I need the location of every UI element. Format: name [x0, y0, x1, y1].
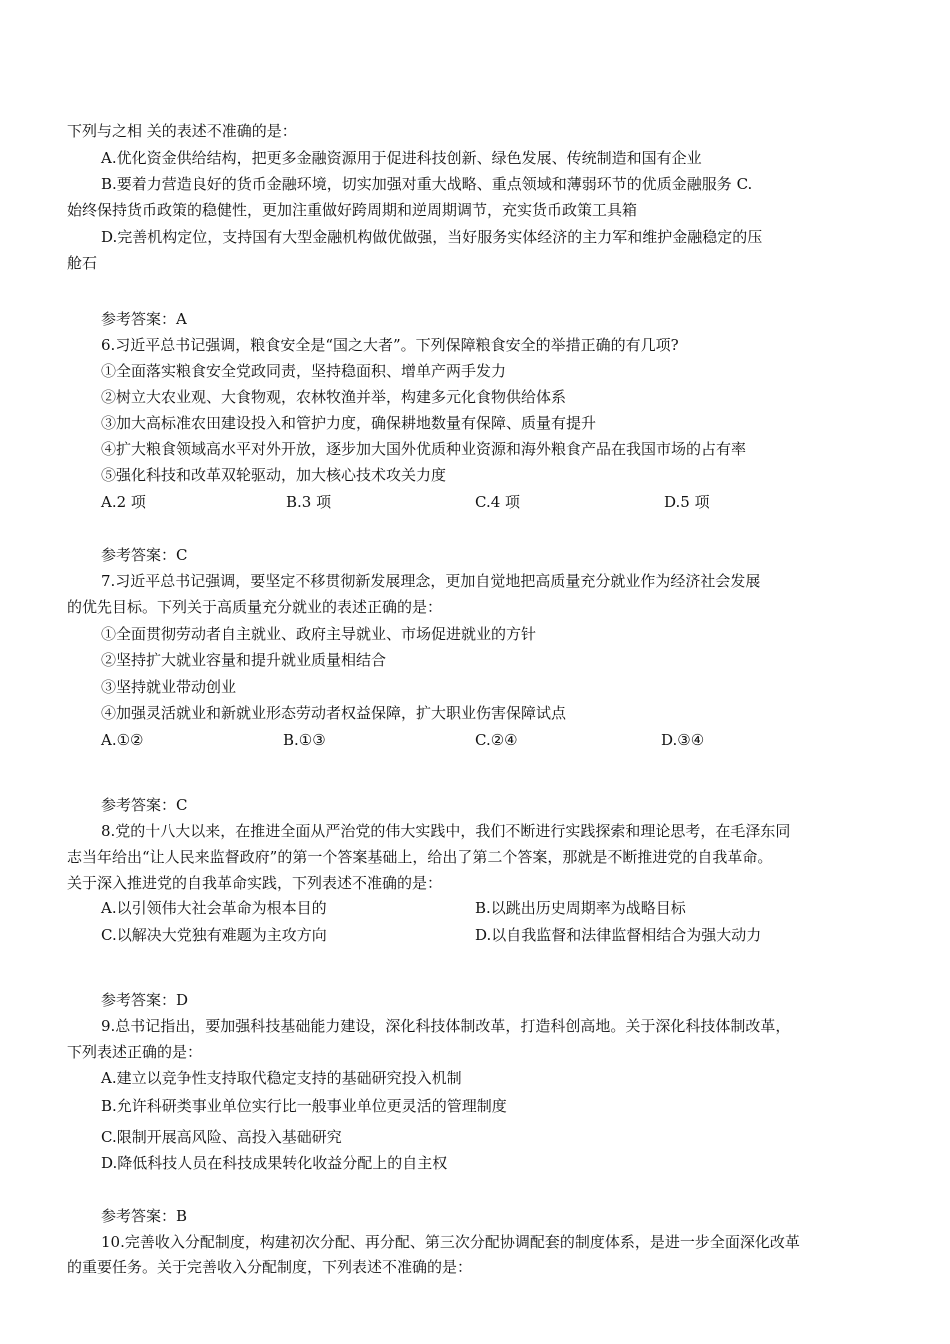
- q7-item-1: ①全面贯彻劳动者自主就业、政府主导就业、市场促进就业的方针: [101, 625, 537, 643]
- q6-item-1: ①全面落实粮食安全党政同责，坚持稳面积、增单产两手发力: [101, 362, 507, 380]
- q8-stem-cont-1: 志当年给出“让人民来监督政府”的第一个答案基础上，给出了第二个答案，那就是不断推进党的自我革命。: [67, 848, 773, 866]
- q6-answer: 参考答案：C: [101, 546, 188, 564]
- q10-stem-cont: 的重要任务。关于完善收入分配制度，下列表述不准确的是：: [67, 1258, 473, 1276]
- q9-option-b: B.允许科研类事业单位实行比一般事业单位更灵活的管理制度: [101, 1097, 507, 1115]
- q6-item-2: ②树立大农业观、大食物观，农林牧渔并举，构建多元化食物供给体系: [101, 388, 567, 406]
- q9-stem-cont: 下列表述正确的是：: [67, 1043, 203, 1061]
- q8-option-c: C.以解决大党独有难题为主攻方向: [101, 926, 327, 944]
- q6-option-b: B.3 项: [286, 493, 332, 511]
- q7-item-2: ②坚持扩大就业容量和提升就业质量相结合: [101, 651, 387, 669]
- q5-option-a: A.优化资金供给结构，把更多金融资源用于促进科技创新、绿色发展、传统制造和国有企业: [101, 149, 702, 167]
- q8-stem-cont-2: 关于深入推进党的自我革命实践，下列表述不准确的是：: [67, 874, 443, 892]
- q7-item-4: ④加强灵活就业和新就业形态劳动者权益保障，扩大职业伤害保障试点: [101, 704, 567, 722]
- q7-option-b: B.①③: [283, 731, 326, 749]
- q5-stem: 下列与之相 关的表述不准确的是：: [67, 122, 297, 140]
- q8-option-d: D.以自我监督和法律监督相结合为强大动力: [475, 926, 762, 944]
- q5-option-c: 始终保持货币政策的稳健性，更加注重做好跨周期和逆周期调节，充实货币政策工具箱: [67, 201, 638, 219]
- q5-option-b: B.要着力营造良好的货币金融环境，切实加强对重大战略、重点领域和薄弱环节的优质金融服务 C.: [101, 175, 753, 193]
- q9-answer: 参考答案：B: [101, 1207, 188, 1225]
- q7-option-d: D.③④: [661, 731, 705, 749]
- q6-stem: 6.习近平总书记强调，粮食安全是“国之大者”。下列保障粮食安全的举措正确的有几项?: [101, 336, 679, 354]
- q7-option-c: C.②④: [475, 731, 518, 749]
- q6-option-d: D.5 项: [664, 493, 710, 511]
- q10-stem: 10.完善收入分配制度，构建初次分配、再分配、第三次分配协调配套的制度体系，是进一步全面深化改革: [101, 1233, 800, 1251]
- q9-option-c: C.限制开展高风险、高投入基础研究: [101, 1128, 342, 1146]
- q8-option-a: A.以引领伟大社会革命为根本目的: [101, 899, 327, 917]
- q7-stem: 7.习近平总书记强调，要坚定不移贯彻新发展理念，更加自觉地把高质量充分就业作为经济社会发展: [101, 572, 761, 590]
- q9-option-d: D.降低科技人员在科技成果转化收益分配上的自主权: [101, 1154, 448, 1172]
- q8-answer: 参考答案：D: [101, 991, 189, 1009]
- q8-stem: 8.党的十八大以来，在推进全面从严治党的伟大实践中，我们不断进行实践探索和理论思考，在毛泽东同: [101, 822, 791, 840]
- q6-option-a: A.2 项: [101, 493, 146, 511]
- q9-stem: 9.总书记指出，要加强科技基础能力建设，深化科技体制改革，打造科创高地。关于深化科技体制改革，: [101, 1017, 791, 1035]
- q6-item-4: ④扩大粮食领域高水平对外开放，逐步加大国外优质种业资源和海外粮食产品在我国市场的占有率: [101, 440, 747, 458]
- q5-option-d-cont: 舱石: [67, 254, 98, 272]
- q6-item-5: ⑤强化科技和改革双轮驱动，加大核心技术攻关力度: [101, 466, 447, 484]
- q5-option-d: D.完善机构定位，支持国有大型金融机构做优做强，当好服务实体经济的主力军和维护金融稳定的压: [101, 228, 763, 246]
- q5-answer: 参考答案：A: [101, 310, 187, 328]
- q8-option-b: B.以跳出历史周期率为战略目标: [475, 899, 686, 917]
- q7-stem-cont: 的优先目标。下列关于高质量充分就业的表述正确的是：: [67, 598, 443, 616]
- q6-option-c: C.4 项: [475, 493, 521, 511]
- q9-option-a: A.建立以竞争性支持取代稳定支持的基础研究投入机制: [101, 1069, 462, 1087]
- q7-item-3: ③坚持就业带动创业: [101, 678, 237, 696]
- q7-option-a: A.①②: [101, 731, 144, 749]
- q6-item-3: ③加大高标准农田建设投入和管护力度，确保耕地数量有保障、质量有提升: [101, 414, 597, 432]
- q7-answer: 参考答案：C: [101, 796, 188, 814]
